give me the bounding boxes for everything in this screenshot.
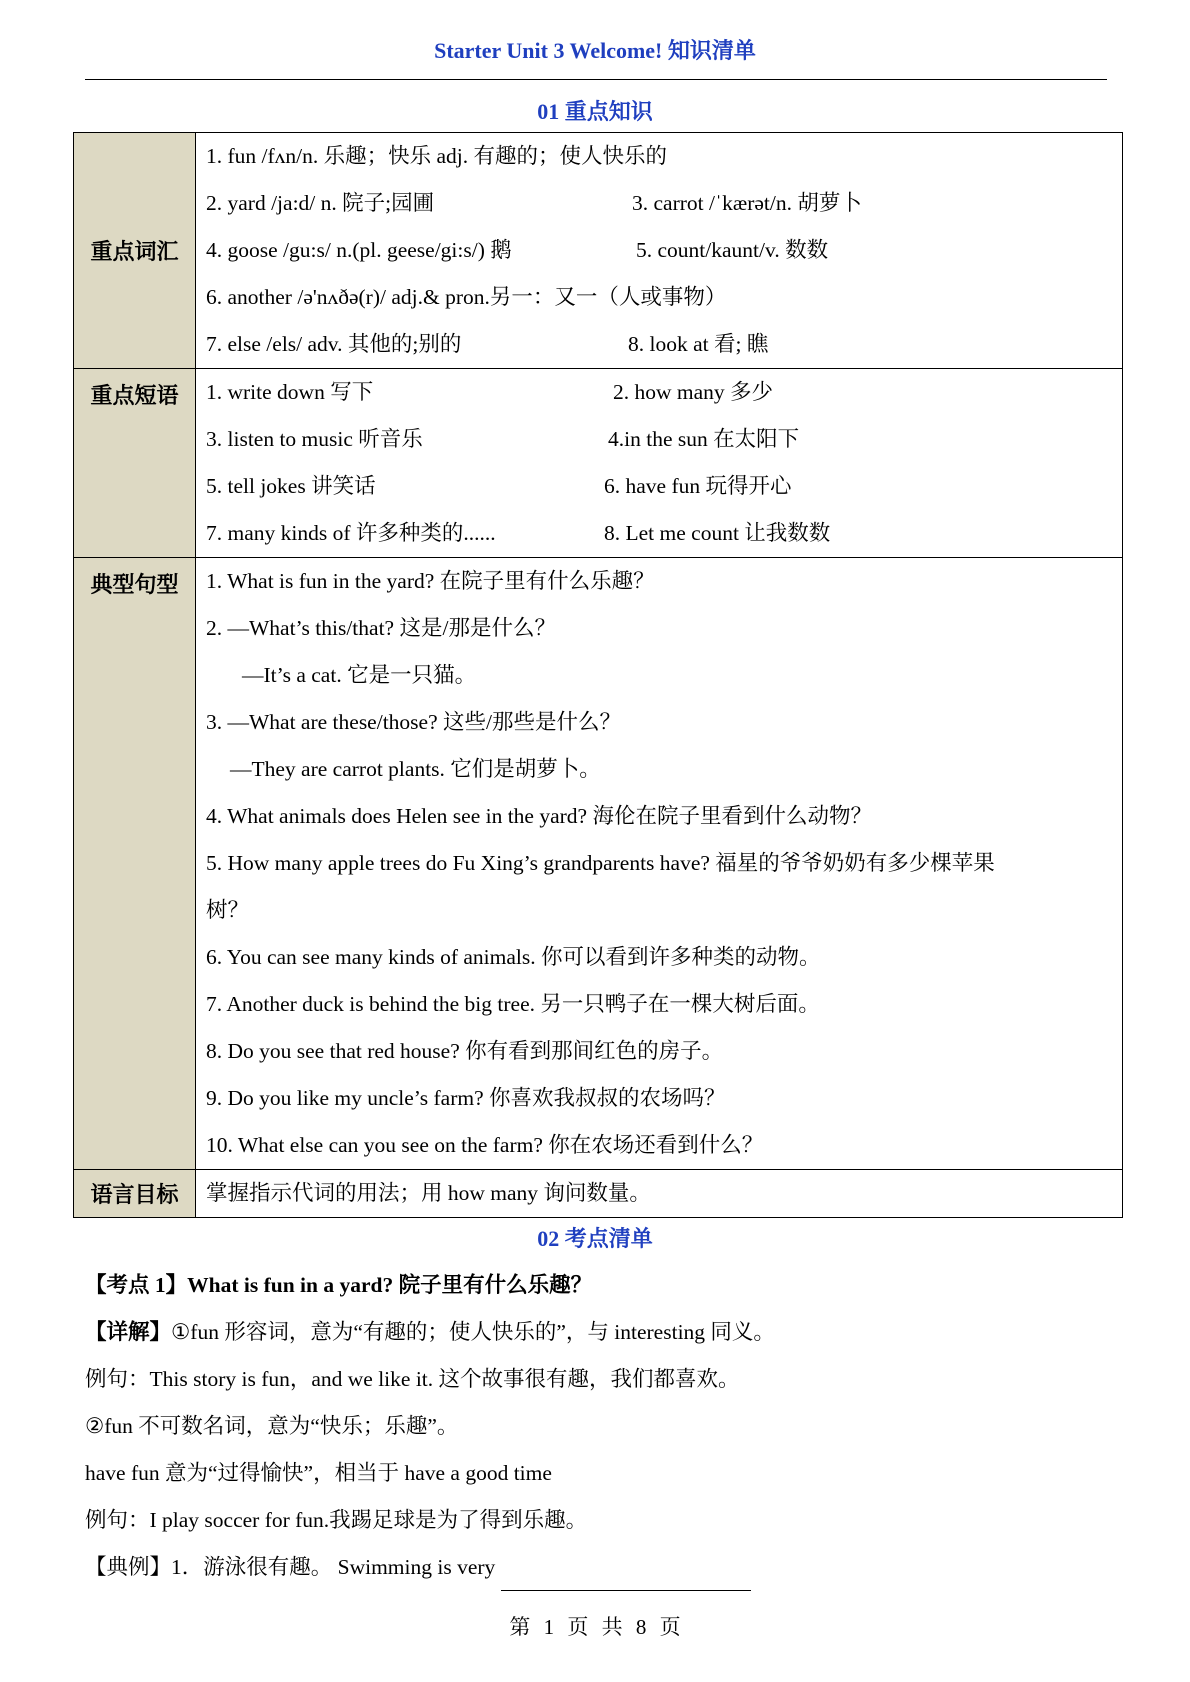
vocab-line: 1. fun /fʌn/n. 乐趣；快乐 adj. 有趣的；使人快乐的	[206, 144, 668, 168]
phrase-line: 1. write down 写下 2. how many 多少	[206, 380, 774, 404]
vocab-content	[196, 133, 1123, 369]
sentence-line: 4. What animals does Helen see in the yard? 海伦在院子里看到什么动物？	[206, 804, 872, 828]
sentence-line: —It’s a cat. 它是一只猫。	[242, 663, 477, 687]
goal-row	[74, 1170, 1123, 1218]
vocab-line: 4. goose /gu:s/ n.(pl. geese/gi:s/) 鹅 5. count/kaunt/v. 数数	[206, 238, 829, 262]
sentence-line: 1. What is fun in the yard? 在院子里有什么乐趣？	[206, 569, 655, 593]
knowledge-table	[73, 132, 1123, 1218]
vocab-line: 2. yard /ja:d/ n. 院子;园圃 3. carrot /ˈkærət/n. 胡萝卜	[206, 191, 862, 215]
phrases-row	[74, 369, 1123, 558]
goal-content: 掌握指示代词的用法；用 how many 询问数量。	[196, 1170, 1123, 1218]
vocab-line: 6. another /ə'nʌðə(r)/ adj.& pron.另一：又一（人或事物）	[206, 285, 727, 309]
vocab-label: 重点词汇	[74, 133, 196, 369]
point-heading: 【考点 1】What is fun in a yard? 院子里有什么乐趣？	[85, 1273, 593, 1297]
sentence-line: —They are carrot plants. 它们是胡萝卜。	[230, 757, 601, 781]
document-title: Starter Unit 3 Welcome! 知识清单	[434, 38, 756, 63]
sentence-line: 2. —What’s this/that? 这是/那是什么？	[206, 616, 556, 640]
sentences-row	[74, 558, 1123, 1170]
answer-blank	[501, 1566, 751, 1591]
phrases-content	[196, 369, 1123, 558]
exercise-line: 【典例】1．游泳很有趣。 Swimming is very	[85, 1544, 1115, 1591]
sentence-line: 5. How many apple trees do Fu Xing’s grandparents have? 福星的爷爷奶奶有多少棵苹果	[206, 851, 995, 875]
sentence-line: 9. Do you like my uncle’s farm? 你喜欢我叔叔的农场吗？	[206, 1086, 726, 1110]
phrase-line: 7. many kinds of 许多种类的...... 8. Let me count 让我数数	[206, 521, 831, 545]
sentences-content	[196, 558, 1123, 1170]
phrases-label: 重点短语	[74, 369, 196, 558]
phrase-line: 5. tell jokes 讲笑话 6. have fun 玩得开心	[206, 474, 792, 498]
detail-line: 【详解】①fun 形容词，意为“有趣的；使人快乐的”，与 interesting 同义。	[85, 1320, 775, 1344]
vocab-line: 7. else /els/ adv. 其他的;别的 8. look at 看; 瞧	[206, 332, 769, 356]
sentences-label: 典型句型	[74, 558, 196, 1170]
section-title-key-knowledge: 01 重点知识	[537, 99, 653, 124]
section-title-test-points: 02 考点清单	[537, 1226, 653, 1251]
sentence-line: 6. You can see many kinds of animals. 你可以看到许多种类的动物。	[206, 945, 821, 969]
example-sentence: 例句：This story is fun，and we like it. 这个故事很有趣，我们都喜欢。	[85, 1367, 740, 1391]
sentence-line: 树？	[206, 898, 250, 922]
phrase-line: 3. listen to music 听音乐 4.in the sun 在太阳下	[206, 427, 800, 451]
test-point-1	[85, 1262, 1115, 1591]
goal-label: 语言目标	[74, 1170, 196, 1218]
page-footer: 第 1 页 共 8 页	[509, 1615, 681, 1639]
sentence-line: 7. Another duck is behind the big tree. 另一只鸭子在一棵大树后面。	[206, 992, 820, 1016]
header-rule	[85, 79, 1107, 80]
vocab-row	[74, 133, 1123, 369]
sentence-line: 3. —What are these/those? 这些/那些是什么？	[206, 710, 621, 734]
sentence-line: 10. What else can you see on the farm? 你在农场还看到什么？	[206, 1133, 764, 1157]
sentence-line: 8. Do you see that red house? 你有看到那间红色的房子。	[206, 1039, 724, 1063]
have-fun-usage: have fun 意为“过得愉快”，相当于 have a good time	[85, 1461, 552, 1485]
example-sentence: 例句：I play soccer for fun.我踢足球是为了得到乐趣。	[85, 1508, 588, 1532]
noun-usage: ②fun 不可数名词，意为“快乐；乐趣”。	[85, 1414, 459, 1438]
